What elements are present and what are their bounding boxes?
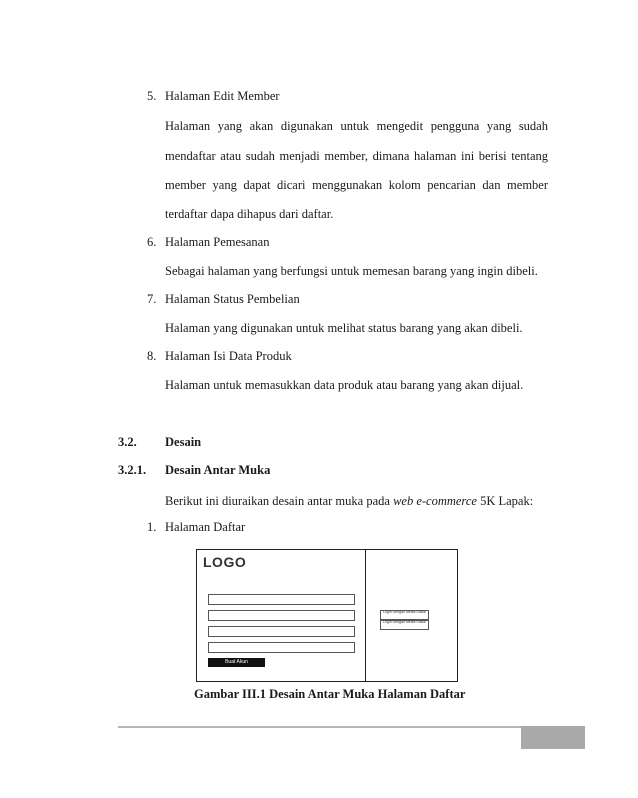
wireframe-social-login-box: Login Dengan Media Sosial xyxy=(380,610,429,620)
wireframe-input-field xyxy=(208,594,355,605)
paragraph-line: member yang dapat dicari menggunakan kolom pencarian dan member xyxy=(165,178,548,192)
section-title: Desain xyxy=(165,435,202,449)
figure-caption: Gambar III.1 Desain Antar Muka Halaman Daftar xyxy=(194,687,466,701)
list-item-description: Sebagai halaman yang berfungsi untuk memesan barang yang ingin dibeli. xyxy=(165,264,538,278)
paragraph-line: mendaftar atau sudah menjadi member, dimana halaman ini berisi tentang xyxy=(165,149,548,163)
intro-text: Berikut ini diuraikan desain antar muka pada xyxy=(165,494,394,508)
list-item-title: Halaman Isi Data Produk xyxy=(165,349,292,363)
subsection-title: Desain Antar Muka xyxy=(165,463,271,477)
wireframe-divider xyxy=(365,550,366,681)
list-number: 8. xyxy=(147,349,157,363)
list-item-description: Halaman yang digunakan untuk melihat status barang yang akan dibeli. xyxy=(165,321,523,335)
wireframe-input-field xyxy=(208,626,355,637)
list-number: 6. xyxy=(147,235,157,249)
wireframe-figure xyxy=(196,549,458,682)
section-number: 3.2. xyxy=(118,435,137,449)
wireframe-input-field xyxy=(208,642,355,653)
list-number: 7. xyxy=(147,292,157,306)
intro-text-end: 5K Lapak: xyxy=(476,494,534,508)
list-number: 1. xyxy=(147,520,157,534)
footer-rule xyxy=(118,726,548,728)
list-number: 5. xyxy=(147,89,157,103)
wireframe-logo: LOGO xyxy=(203,554,247,570)
wireframe-social-login-box: Login Dengan Media Sosial xyxy=(380,620,429,630)
list-item-title: Halaman Edit Member xyxy=(165,89,280,103)
paragraph-line: Halaman yang akan digunakan untuk mengedit pengguna yang sudah xyxy=(165,119,548,133)
page-number-box xyxy=(521,726,585,749)
list-item-title: Halaman Status Pembelian xyxy=(165,292,300,306)
subsection-number: 3.2.1. xyxy=(118,463,147,477)
wireframe-input-field xyxy=(208,610,355,621)
intro-italic-term: web e-commerce xyxy=(393,494,477,508)
list-item-title: Halaman Daftar xyxy=(165,520,246,534)
list-item-description: Halaman untuk memasukkan data produk atau barang yang akan dijual. xyxy=(165,378,524,392)
list-item-title: Halaman Pemesanan xyxy=(165,235,270,249)
intro-paragraph xyxy=(165,493,533,509)
wireframe-create-account-button: Buat Akun xyxy=(208,658,265,667)
paragraph-line: terdaftar dapa dihapus dari daftar. xyxy=(165,207,334,221)
